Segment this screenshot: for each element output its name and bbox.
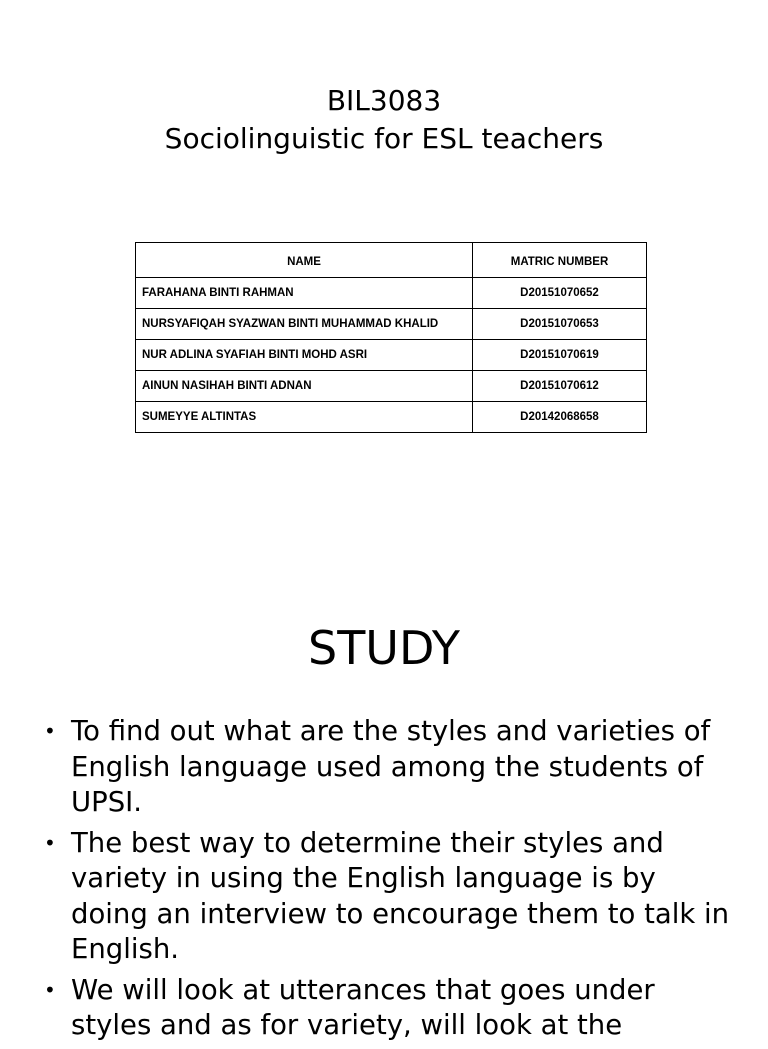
table-row bbox=[136, 309, 647, 340]
study-slide bbox=[0, 576, 768, 1041]
course-code: BIL3083 bbox=[326, 84, 442, 117]
member-name: NURSYAFIQAH SYAZWAN BINTI MUHAMMAD KHALID bbox=[136, 309, 473, 340]
table-row bbox=[136, 278, 647, 309]
table-row bbox=[136, 340, 647, 371]
study-bullet-list bbox=[44, 714, 734, 1049]
member-name: SUMEYYE ALTINTAS bbox=[136, 402, 473, 433]
table-header-row bbox=[136, 243, 647, 278]
header-matric-number: MATRIC NUMBER bbox=[473, 243, 647, 278]
member-matric: D20151070619 bbox=[473, 340, 647, 371]
members-table bbox=[135, 242, 647, 433]
member-name: FARAHANA BINTI RAHMAN bbox=[136, 278, 473, 309]
member-matric: D20142068658 bbox=[473, 402, 647, 433]
member-matric: D20151070653 bbox=[473, 309, 647, 340]
member-matric: D20151070612 bbox=[473, 371, 647, 402]
bullet-icon: • bbox=[44, 830, 56, 855]
table-row bbox=[136, 402, 647, 433]
list-item bbox=[44, 826, 734, 968]
course-title: Sociolinguistic for ESL teachers bbox=[164, 122, 604, 155]
member-name: AINUN NASIHAH BINTI ADNAN bbox=[136, 371, 473, 402]
bullet-icon: • bbox=[44, 977, 56, 1002]
header-name: NAME bbox=[136, 243, 473, 278]
table-row bbox=[136, 371, 647, 402]
bullet-icon: • bbox=[44, 719, 56, 743]
list-item bbox=[44, 714, 734, 821]
list-item bbox=[44, 973, 734, 1044]
member-matric: D20151070652 bbox=[473, 278, 647, 309]
study-title: STUDY bbox=[308, 621, 460, 675]
member-name: NUR ADLINA SYAFIAH BINTI MOHD ASRI bbox=[136, 340, 473, 371]
bullet-text: To find out what are the styles and varieties of English language used among the students of UPSI. bbox=[71, 715, 711, 818]
bullet-text: The best way to determine their styles and variety in using the English language is by doing an interview to encourage them to talk in English. bbox=[71, 826, 730, 965]
bullet-text: We will look at utterances that goes under styles and as for variety, will look at the bbox=[71, 973, 655, 1041]
